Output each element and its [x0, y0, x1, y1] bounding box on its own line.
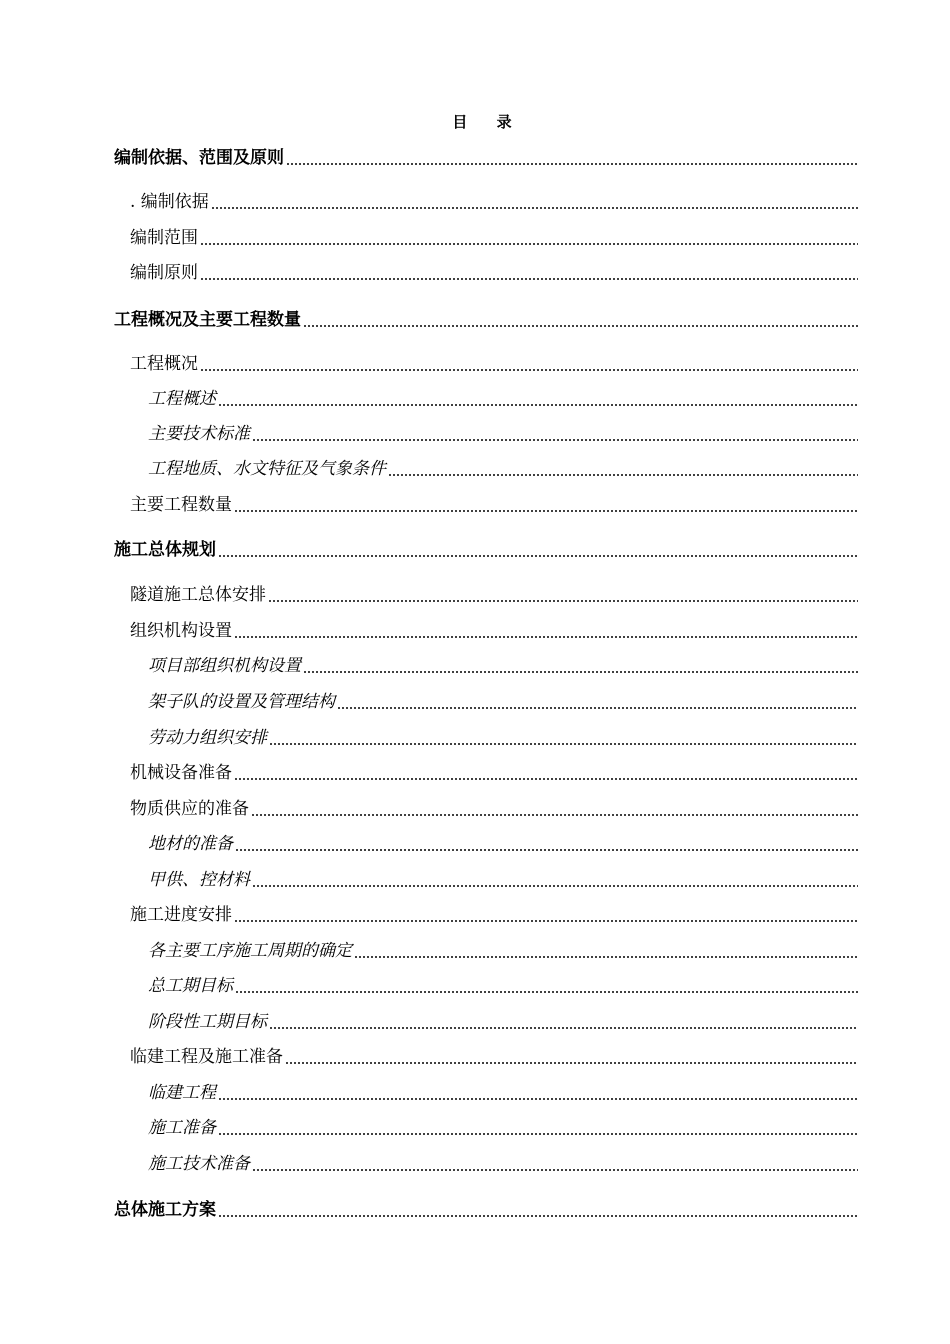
toc-entry[interactable]: [130, 797, 858, 819]
dot-leader: [234, 778, 858, 780]
toc-entry-text: 甲供、控材料: [148, 870, 250, 890]
toc-entry-text: 工程概况及主要工程数量: [114, 310, 301, 330]
dot-leader: [218, 1098, 858, 1100]
dot-leader: [285, 1062, 858, 1064]
toc-entry[interactable]: [130, 619, 858, 641]
dot-leader: [251, 814, 858, 816]
dot-leader: [268, 600, 858, 602]
dot-leader: [388, 474, 858, 476]
toc-entry-text: 主要工程数量: [130, 495, 232, 515]
toc-entry[interactable]: [114, 1198, 858, 1220]
dot-leader: [234, 636, 858, 638]
dot-leader: [269, 743, 858, 745]
dot-leader: [211, 207, 858, 209]
toc-entry[interactable]: [130, 583, 858, 605]
toc-entry[interactable]: [148, 726, 858, 748]
dot-leader: [354, 956, 858, 958]
toc-title: 目 录: [452, 113, 524, 131]
toc-entry[interactable]: [130, 352, 858, 374]
dot-leader: [218, 1133, 858, 1135]
toc-entry-text: 工程概述: [148, 389, 216, 409]
dot-leader: [303, 671, 858, 673]
toc-entry[interactable]: [148, 1010, 858, 1032]
toc-entry-text: 临建工程及施工准备: [130, 1047, 283, 1067]
dot-leader: [252, 885, 858, 887]
toc-entry[interactable]: [130, 903, 858, 925]
dot-leader: [234, 510, 858, 512]
toc-entry-text: 机械设备准备: [130, 763, 232, 783]
toc-entry-text: 架子队的设置及管理结构: [148, 692, 335, 712]
toc-entry-text: 编制范围: [130, 228, 198, 248]
toc-entry[interactable]: [148, 1116, 858, 1138]
dot-leader: [252, 1169, 858, 1171]
toc-entry[interactable]: [130, 493, 858, 515]
dot-leader: [200, 369, 858, 371]
toc-entry-text: 总工期目标: [148, 976, 233, 996]
dot-leader: [200, 243, 858, 245]
toc-entry[interactable]: [130, 761, 858, 783]
toc-entry[interactable]: [130, 261, 858, 283]
dot-leader: [252, 439, 858, 441]
dot-leader: [303, 325, 858, 327]
toc-entry-text: 编制依据、范围及原则: [114, 148, 284, 168]
toc-entry-text: . 编制依据: [130, 192, 209, 212]
toc-entry[interactable]: [148, 939, 858, 961]
toc-entry-text: 隧道施工总体安排: [130, 585, 266, 605]
toc-entry-text: 阶段性工期目标: [148, 1012, 267, 1032]
dot-leader: [218, 404, 858, 406]
toc-entry[interactable]: [148, 868, 858, 890]
toc-entry-text: 组织机构设置: [130, 621, 232, 641]
toc-entry[interactable]: [148, 654, 858, 676]
toc-entry[interactable]: [148, 974, 858, 996]
toc-entry-text: 工程概况: [130, 354, 198, 374]
toc-entry-text: 工程地质、水文特征及气象条件: [148, 459, 386, 479]
toc-entry[interactable]: [148, 387, 858, 409]
dot-leader: [218, 555, 858, 557]
toc-entry[interactable]: [148, 832, 858, 854]
dot-leader: [200, 278, 858, 280]
toc-entry-text: 劳动力组织安排: [148, 728, 267, 748]
dot-leader: [337, 707, 858, 709]
toc-entry[interactable]: [148, 690, 858, 712]
toc-entry[interactable]: [130, 190, 858, 212]
toc-entry-text: 主要技术标准: [148, 424, 250, 444]
toc-entry[interactable]: [148, 1152, 858, 1174]
dot-leader: [286, 163, 858, 165]
toc-entry-text: 编制原则: [130, 263, 198, 283]
toc-entry[interactable]: [148, 1081, 858, 1103]
dot-leader: [235, 849, 858, 851]
toc-entry[interactable]: [114, 146, 858, 168]
dot-leader: [218, 1215, 858, 1217]
toc-entry-text: 施工进度安排: [130, 905, 232, 925]
toc-entry[interactable]: [148, 457, 858, 479]
dot-leader: [269, 1027, 858, 1029]
toc-entry-text: 总体施工方案: [114, 1200, 216, 1220]
toc-entry[interactable]: [148, 422, 858, 444]
toc-entry[interactable]: [130, 1045, 858, 1067]
toc-entry-text: 物质供应的准备: [130, 799, 249, 819]
toc-entry-text: 项目部组织机构设置: [148, 656, 301, 676]
dot-leader: [234, 920, 858, 922]
toc-entry-text: 各主要工序施工周期的确定: [148, 941, 352, 961]
toc-entry-text: 施工技术准备: [148, 1154, 250, 1174]
toc-entry-text: 临建工程: [148, 1083, 216, 1103]
toc-entry-text: 施工准备: [148, 1118, 216, 1138]
toc-entry[interactable]: [114, 308, 858, 330]
dot-leader: [235, 991, 858, 993]
toc-entry-text: 地材的准备: [148, 834, 233, 854]
toc-entry-text: 施工总体规划: [114, 540, 216, 560]
toc-entry[interactable]: [114, 538, 858, 560]
toc-entry[interactable]: [130, 226, 858, 248]
